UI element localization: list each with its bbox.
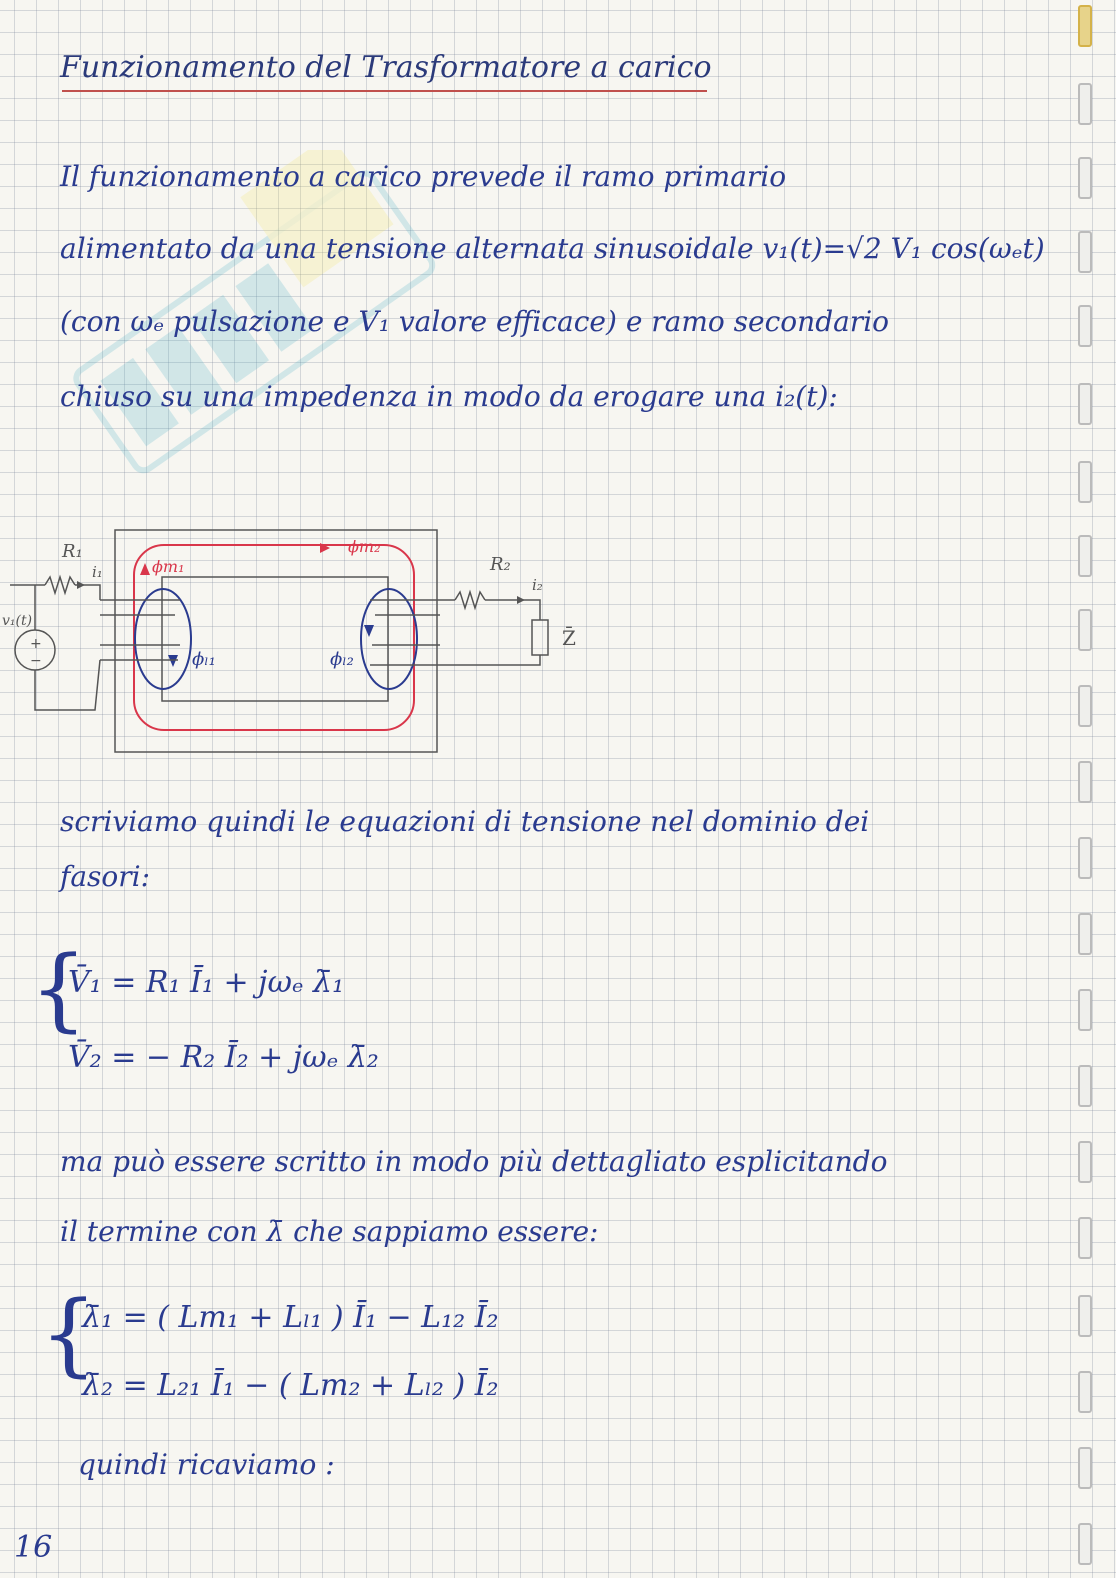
brace-system1: { [30,937,88,1042]
leakage-flux-loop-1 [135,589,191,689]
binding-hole [1078,685,1092,727]
binding-hole [1078,1141,1092,1183]
paragraph2-line1: scriviamo quindi le equazioni di tensione nel dominio dei [60,805,870,838]
core-inner [162,577,388,701]
current-arrow-i1 [77,581,85,589]
brace-system2: { [40,1282,98,1387]
equation-v2: V̄₂ = − R₂ Ī₂ + jωₑ λ̄₂ [68,1040,379,1075]
transformer-diagram [0,515,620,765]
flux-arrow-m1 [140,563,150,575]
paragraph1-line4: chiuso su una impedenza in modo da erogare una i₂(t): [60,380,838,413]
binding-hole [1078,989,1092,1031]
label-r1: R₁ [62,541,83,562]
binding-hole [1078,1447,1092,1489]
label-z: Z̄ [562,626,576,650]
resistor-r1 [45,577,75,593]
label-source: v₁(t) [2,613,33,629]
binding-hole [1078,383,1092,425]
leakage-arrow-1 [168,655,178,667]
binding-hole [1078,1065,1092,1107]
paragraph3-line1: ma può essere scritto in modo più dettagliato esplicitando [60,1145,888,1178]
secondary-wire-bottom [440,655,540,665]
binding-hole [1078,83,1092,125]
equation-lambda1: λ̄₁ = ( Lm₁ + Lₗ₁ ) Ī₁ − L₁₂ Ī₂ [82,1300,499,1335]
label-r2: R₂ [490,554,511,575]
equation-lambda2: λ̄₂ = L₂₁ Ī₁ − ( Lm₂ + Lₗ₂ ) Ī₂ [82,1368,499,1403]
binding-hole [1078,5,1092,47]
secondary-wire-top [440,600,540,620]
binding-hole [1078,1217,1092,1259]
binding-hole [1078,157,1092,199]
resistor-r2 [455,592,485,608]
label-phi-m2: ϕm₂ [348,537,381,556]
binding-hole [1078,761,1092,803]
equation-v1: V̄₁ = R₁ Ī₁ + jωₑ λ̄₁ [68,965,345,1000]
current-arrow-i2 [517,596,525,604]
label-i1: i₁ [92,563,103,581]
binding-hole [1078,535,1092,577]
label-i2: i₂ [532,576,543,594]
binding-hole [1078,461,1092,503]
binding-hole [1078,913,1092,955]
binding-holes [1078,5,1098,1575]
secondary-winding [370,600,440,665]
paragraph3-line2: il termine con λ̄ che sappiamo essere: [60,1215,599,1248]
paragraph1-line2: alimentato da una tensione alternata sinusoidale v₁(t)=√2 V₁ cos(ωₑt) [60,232,1045,265]
paragraph1-line1: Il funzionamento a carico prevede il ramo primario [60,160,787,193]
paragraph4: quindi ricaviamo : [78,1448,335,1481]
load-impedance [532,620,548,655]
binding-hole [1078,231,1092,273]
label-phi-m1: ϕm₁ [152,557,185,576]
label-plus: + [30,636,42,652]
label-phi-l2: ϕₗ₂ [330,649,354,670]
binding-hole [1078,837,1092,879]
page-number: 16 [14,1530,53,1565]
paragraph2-line2: fasori: [60,860,151,893]
paragraph1-line3: (con ωₑ pulsazione e V₁ valore efficace) e ramo secondario [60,305,890,338]
label-minus: − [30,653,42,669]
binding-hole [1078,1295,1092,1337]
binding-hole [1078,1371,1092,1413]
binding-hole [1078,609,1092,651]
leakage-flux-loop-2 [361,589,417,689]
label-phi-l1: ϕₗ₁ [192,649,216,670]
title-underline [62,90,707,92]
leakage-arrow-2 [364,625,374,637]
binding-hole [1078,305,1092,347]
binding-hole [1078,1523,1092,1565]
page-title: Funzionamento del Trasformatore a carico [60,50,712,85]
